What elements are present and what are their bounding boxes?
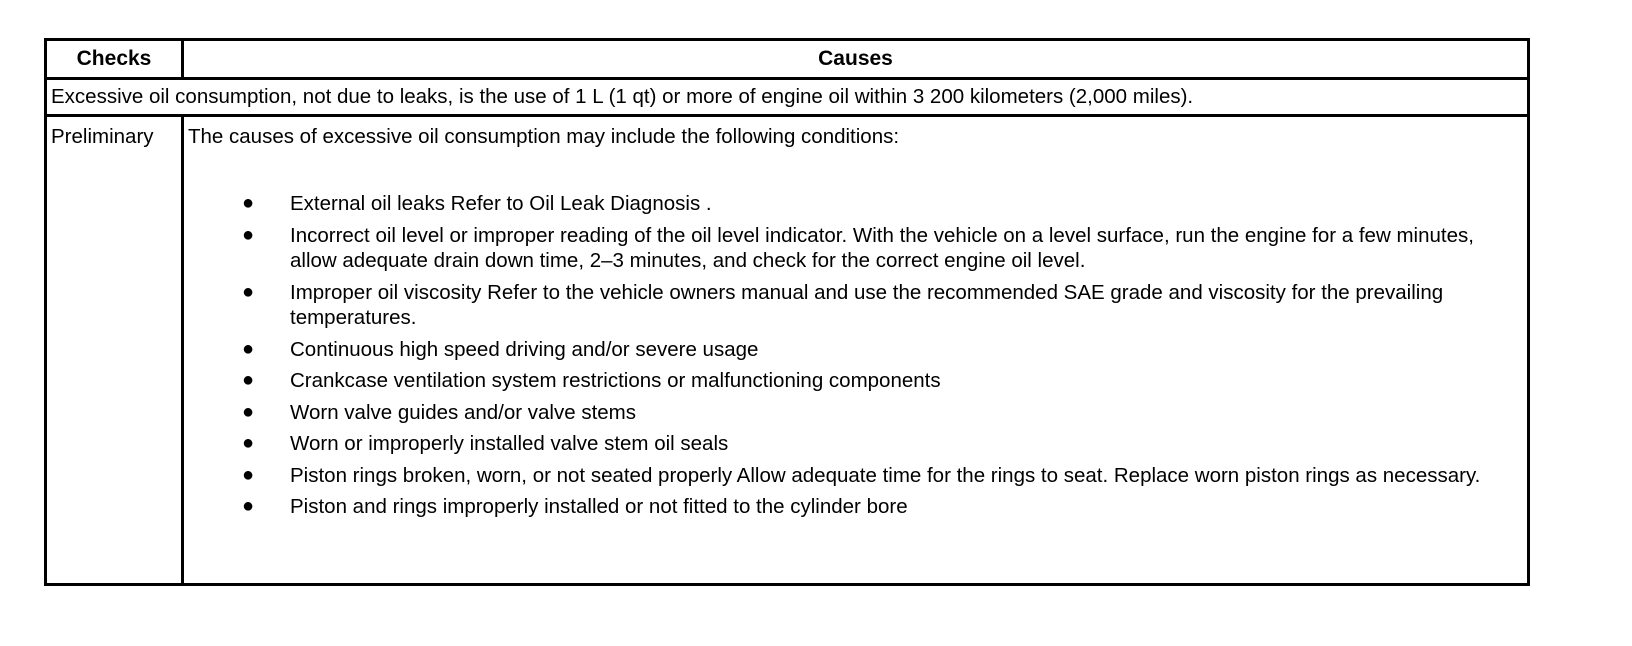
causes-list [188,191,1517,520]
list-item-text: Improper oil viscosity Refer to the vehicle owners manual and use the recommended SAE grade and viscosity for the prevailing temperatures. [290,280,1444,329]
list-item [188,368,1517,394]
list-item [188,280,1517,331]
causes-cell [183,116,1529,585]
causes-intro: The causes of excessive oil consumption may include the following conditions: [188,125,900,148]
bullet-icon: ● [242,223,255,246]
bullet-icon: ● [242,432,255,454]
bullet-icon: ● [242,280,255,303]
bullet-icon: ● [242,463,255,486]
check-label: Preliminary [46,116,183,585]
list-item [188,400,1517,426]
consumption-note: Excessive oil consumption, not due to leaks, is the use of 1 L (1 qt) or more of engine oil within 3 200 kilometers (2,000 miles). [46,79,1529,116]
bullet-icon: ● [242,337,255,360]
list-item-text: Piston rings broken, worn, or not seated properly Allow adequate time for the rings to seat. Replace worn piston rings as necessary. [290,463,1481,487]
bullet-icon: ● [242,495,255,517]
header-causes: Causes [183,40,1529,79]
list-item [188,191,1517,217]
diagnosis-table [44,38,1530,586]
list-item-text: Piston and rings improperly installed or not fitted to the cylinder bore [290,495,908,518]
bullet-icon: ● [242,369,255,391]
header-checks: Checks [46,40,183,79]
list-item-text: Crankcase ventilation system restrictions or malfunctioning components [290,369,941,392]
list-item-text: Incorrect oil level or improper reading of the oil level indicator. With the vehicle on a level surface, run the engine for a few minutes, allow adequate drain down time, 2–3 minutes, and check for the correct engine oil level. [290,223,1474,272]
bullet-icon: ● [242,192,255,214]
list-item-text: Worn valve guides and/or valve stems [290,400,637,424]
list-item [188,494,1517,520]
header-row [46,40,1529,79]
preliminary-row [46,116,1529,585]
list-item [188,431,1517,457]
list-item [188,223,1517,274]
list-item [188,463,1517,489]
list-item [188,337,1517,363]
list-item-text: Continuous high speed driving and/or severe usage [290,337,759,361]
note-row [46,79,1529,116]
list-item-text: External oil leaks Refer to Oil Leak Diagnosis . [290,192,712,215]
list-item-text: Worn or improperly installed valve stem oil seals [290,432,729,455]
bullet-icon: ● [242,400,255,423]
